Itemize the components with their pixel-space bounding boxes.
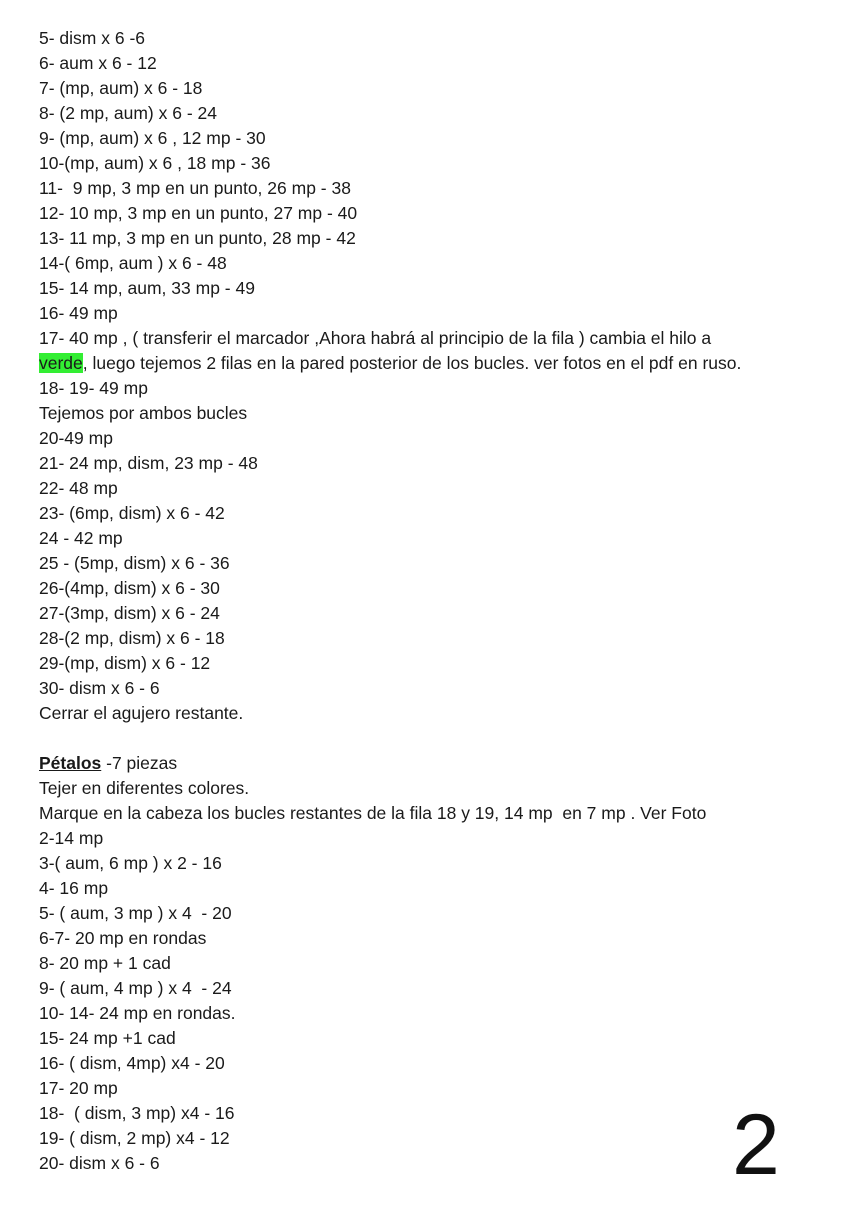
pattern-row: 8- 20 mp + 1 cad [39,953,171,973]
pattern-row: 13- 11 mp, 3 mp en un punto, 28 mp - 42 [39,228,356,248]
pattern-row: 8- (2 mp, aum) x 6 - 24 [39,103,217,123]
pattern-row: 9- ( aum, 4 mp ) x 4 - 24 [39,978,232,998]
pattern-row: 29-(mp, dism) x 6 - 12 [39,653,211,673]
pattern-row: 23- (6mp, dism) x 6 - 42 [39,503,225,523]
pattern-row-17 [39,326,829,376]
section-heading-line [39,751,829,776]
pattern-row-17-line1: 17- 40 mp , ( transferir el marcador ,Ahora habrá al principio de la fila ) cambia el hilo a [39,328,712,348]
section-intro: Tejer en diferentes colores. [39,778,250,798]
section-heading: Pétalos [39,753,102,773]
pattern-row: 14-( 6mp, aum ) x 6 - 48 [39,253,227,273]
pattern-row: 11- 9 mp, 3 mp en un punto, 26 mp - 38 [39,178,351,198]
section-spacer [39,726,829,751]
document-page [39,26,829,1176]
pattern-row: 19- ( dism, 2 mp) x4 - 12 [39,1128,230,1148]
pattern-row: 2-14 mp [39,828,104,848]
pattern-row: 18- 19- 49 mp [39,378,148,398]
pattern-row: 27-(3mp, dism) x 6 - 24 [39,603,220,623]
pattern-row: 18- ( dism, 3 mp) x4 - 16 [39,1103,235,1123]
pattern-row: 10- 14- 24 mp en rondas. [39,1003,236,1023]
section-heading-suffix: -7 piezas [101,753,178,773]
pattern-row: 4- 16 mp [39,878,109,898]
page-number: 2 [732,1097,780,1193]
pattern-row: 5- dism x 6 -6 [39,28,145,48]
pattern-row-17-line2 [39,351,829,376]
highlighted-word-verde: verde [39,353,83,373]
pattern-row: 25 - (5mp, dism) x 6 - 36 [39,553,230,573]
pattern-row: 7- (mp, aum) x 6 - 18 [39,78,203,98]
pattern-row: 9- (mp, aum) x 6 , 12 mp - 30 [39,128,266,148]
pattern-row: 3-( aum, 6 mp ) x 2 - 16 [39,853,222,873]
pattern-row: 6-7- 20 mp en rondas [39,928,207,948]
pattern-row: 10-(mp, aum) x 6 , 18 mp - 36 [39,153,271,173]
pattern-note: Tejemos por ambos bucles [39,403,248,423]
pattern-row: 15- 24 mp +1 cad [39,1028,176,1048]
pattern-note: Cerrar el agujero restante. [39,703,244,723]
pattern-row: 16- 49 mp [39,303,118,323]
pattern-row: 6- aum x 6 - 12 [39,53,157,73]
section-petalos [39,751,829,1176]
pattern-row: 16- ( dism, 4mp) x4 - 20 [39,1053,225,1073]
section-intro: Marque en la cabeza los bucles restantes de la fila 18 y 19, 14 mp en 7 mp . Ver Foto [39,803,707,823]
pattern-row: 21- 24 mp, dism, 23 mp - 48 [39,453,258,473]
pattern-row-17-line2-text: , luego tejemos 2 filas en la pared posterior de los bucles. ver fotos en el pdf en ruso. [82,353,742,373]
pattern-row: 30- dism x 6 - 6 [39,678,160,698]
pattern-row: 20- dism x 6 - 6 [39,1153,160,1173]
pattern-row: 26-(4mp, dism) x 6 - 30 [39,578,220,598]
pattern-row: 17- 20 mp [39,1078,118,1098]
pattern-row: 5- ( aum, 3 mp ) x 4 - 20 [39,903,232,923]
pattern-row: 24 - 42 mp [39,528,123,548]
pattern-row: 22- 48 mp [39,478,118,498]
pattern-row: 15- 14 mp, aum, 33 mp - 49 [39,278,255,298]
pattern-row: 20-49 mp [39,428,113,448]
pattern-rows-part1 [39,26,829,326]
pattern-row: 28-(2 mp, dism) x 6 - 18 [39,628,225,648]
pattern-row: 12- 10 mp, 3 mp en un punto, 27 mp - 40 [39,203,358,223]
pattern-rows-part2 [39,376,829,726]
